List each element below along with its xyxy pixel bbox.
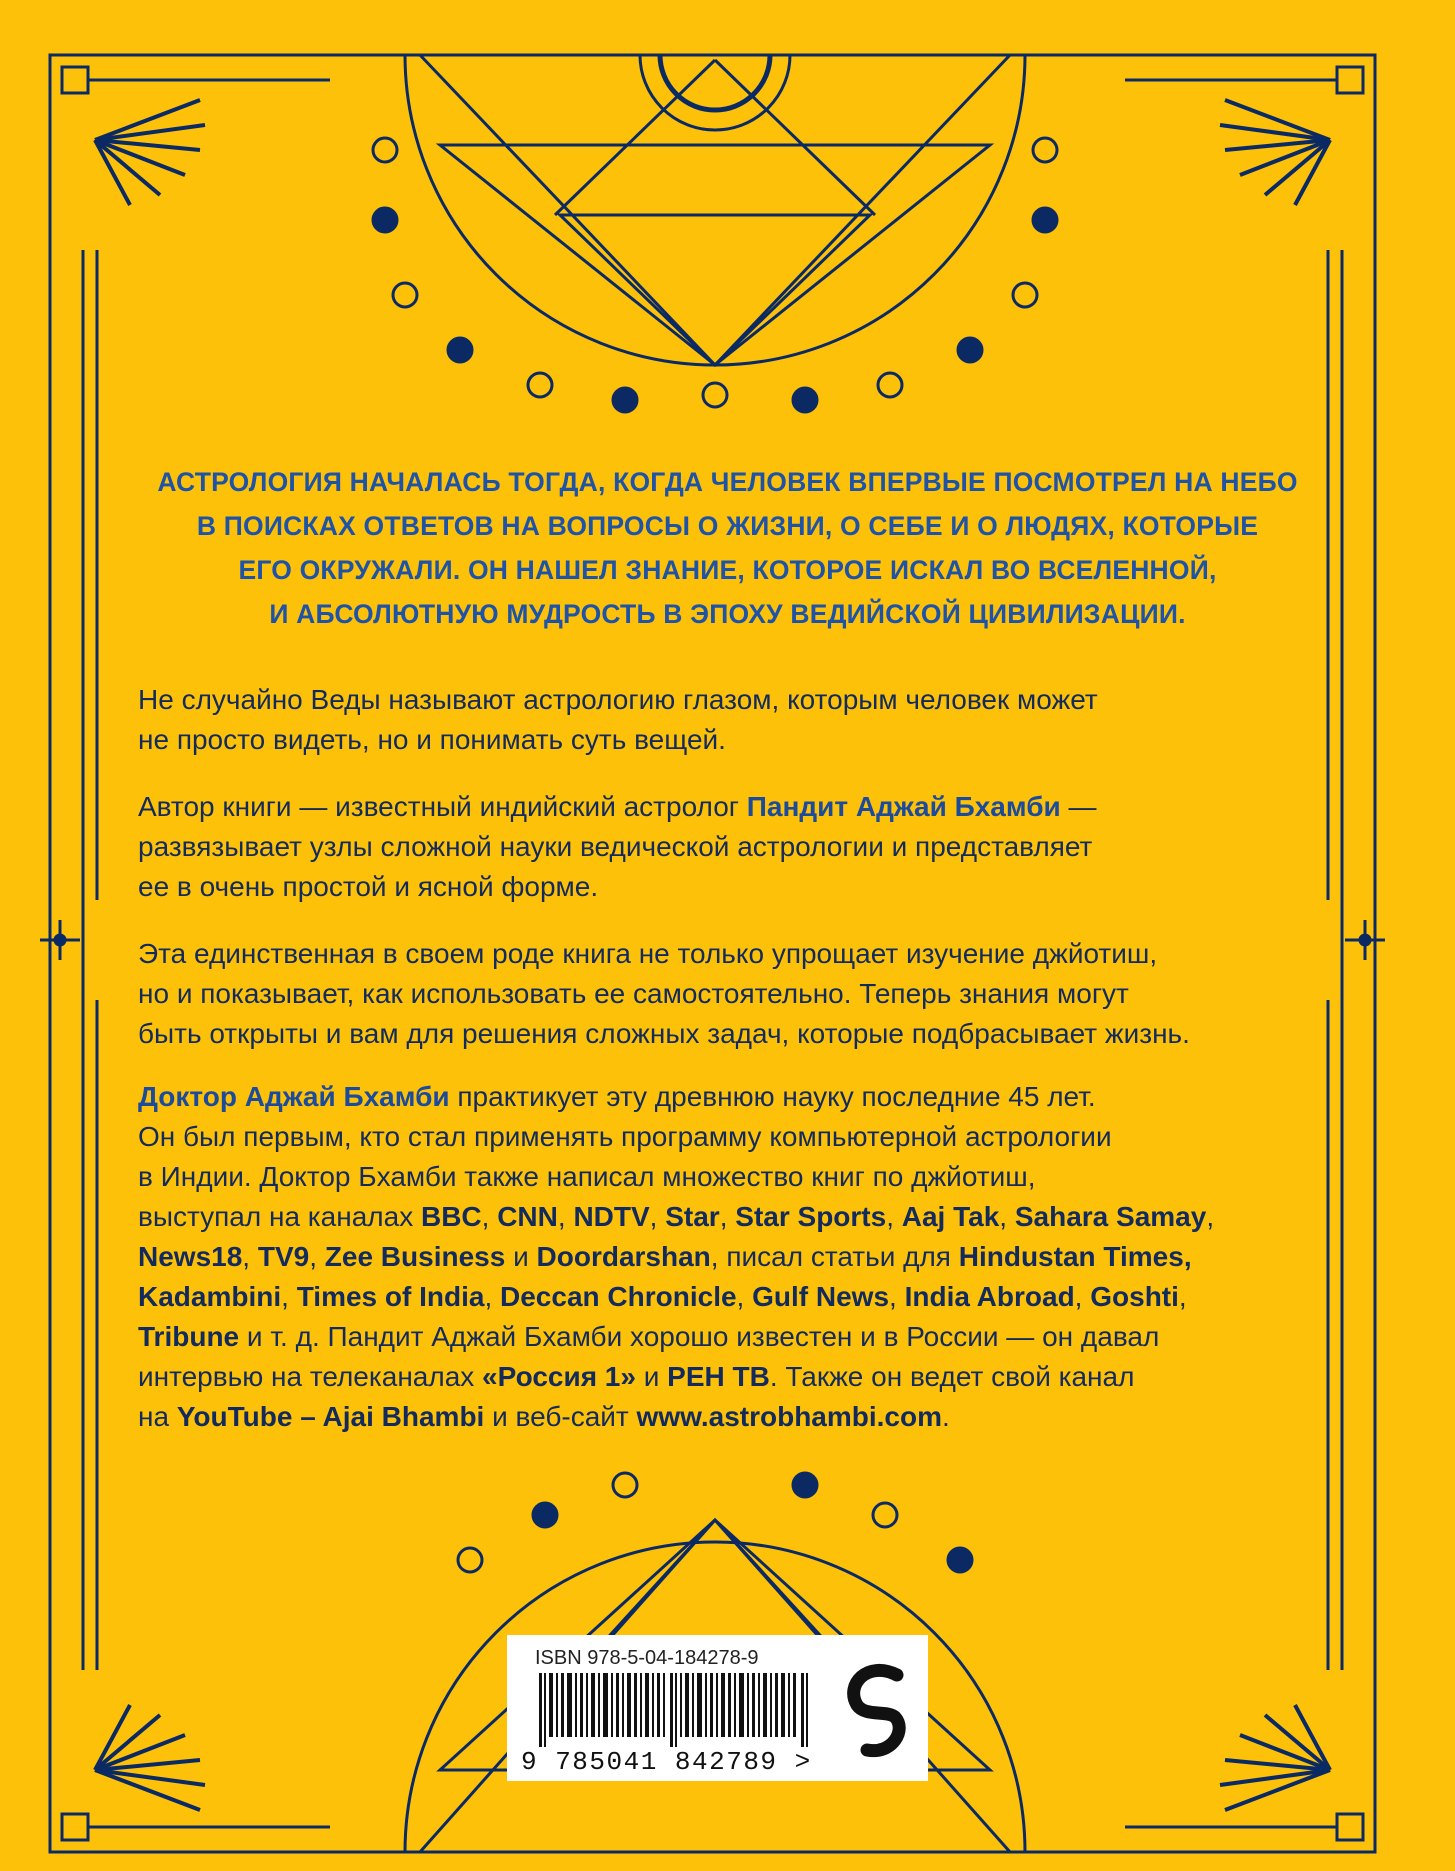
isbn-label: ISBN 978-5-04-184278-9 xyxy=(535,1647,759,1669)
text-line: Эта единственная в своем роде книга не только упрощает изучение джйотиш, xyxy=(138,938,1158,969)
text-line: но и показывает, как использовать ее самостоятельно. Теперь знания могут xyxy=(138,978,1129,1009)
text-line: ее в очень простой и ясной форме. xyxy=(138,871,599,902)
text-line: не просто видеть, но и понимать суть вещей. xyxy=(138,724,726,755)
youtube-channel: YouTube – Ajai Bhambi xyxy=(176,1401,485,1432)
text-line: Доктор Аджай Бхамби практикует эту древнюю науку последние 45 лет. xyxy=(138,1081,1096,1112)
paragraph-biography xyxy=(138,1077,1318,1437)
isbn-barcode-box xyxy=(507,1635,928,1781)
author-name: Пандит Аджай Бхамби xyxy=(746,791,1061,822)
doctor-name: Доктор Аджай Бхамби xyxy=(138,1081,450,1112)
paragraph-author xyxy=(138,787,1318,907)
text-line: Tribune и т. д. Пандит Аджай Бхамби хорошо известен и в России — он давал xyxy=(138,1321,1160,1352)
isbn-digits: 9 785041 842789 > xyxy=(521,1747,812,1777)
publisher-logo-icon xyxy=(837,1655,912,1760)
text-line: на YouTube – Ajai Bhambi и веб-сайт www.astrobhambi.com. xyxy=(138,1401,950,1432)
paragraph-book xyxy=(138,934,1318,1054)
lead-paragraph xyxy=(130,460,1325,636)
text-line: Он был первым, кто стал применять программу компьютерной астрологии xyxy=(138,1121,1112,1152)
lead-line: И АБСОЛЮТНУЮ МУДРОСТЬ В ЭПОХУ ВЕДИЙСКОЙ ЦИВИЛИЗАЦИИ. xyxy=(269,599,1186,629)
text-line: Kadambini, Times of India, Deccan Chronicle, Gulf News, India Abroad, Goshti, xyxy=(138,1281,1187,1312)
text-line: Автор книги — известный индийский астролог Пандит Аджай Бхамби — xyxy=(138,791,1097,822)
text-line: быть открыты и вам для решения сложных задач, которые подбрасывает жизнь. xyxy=(138,1018,1190,1049)
text-line: Не случайно Веды называют астрологию глазом, которым человек может xyxy=(138,684,1098,715)
text-line: развязывает узлы сложной науки ведической астрологии и представляет xyxy=(138,831,1093,862)
lead-line: АСТРОЛОГИЯ НАЧАЛАСЬ ТОГДА, КОГДА ЧЕЛОВЕК ВПЕРВЫЕ ПОСМОТРЕЛ НА НЕБО xyxy=(157,467,1298,497)
barcode-bars xyxy=(539,1673,814,1747)
website: www.astrobhambi.com xyxy=(636,1401,943,1432)
text-line: в Индии. Доктор Бхамби также написал множество книг по джйотиш, xyxy=(138,1161,1036,1192)
text-line: выступал на каналах BBC, CNN, NDTV, Star, Star Sports, Aaj Tak, Sahara Samay, xyxy=(138,1201,1215,1232)
lead-line: ЕГО ОКРУЖАЛИ. ОН НАШЕЛ ЗНАНИЕ, КОТОРОЕ ИСКАЛ ВО ВСЕЛЕННОЙ, xyxy=(238,555,1217,585)
text-line: интервью на телеканалах «Россия 1» и РЕН ТВ. Также он ведет свой канал xyxy=(138,1361,1135,1392)
lead-line: В ПОИСКАХ ОТВЕТОВ НА ВОПРОСЫ О ЖИЗНИ, О СЕБЕ И О ЛЮДЯХ, КОТОРЫЕ xyxy=(196,511,1259,541)
paragraph-vedas xyxy=(138,680,1318,760)
text-line: News18, TV9, Zee Business и Doordarshan, писал статьи для Hindustan Times, xyxy=(138,1241,1192,1272)
